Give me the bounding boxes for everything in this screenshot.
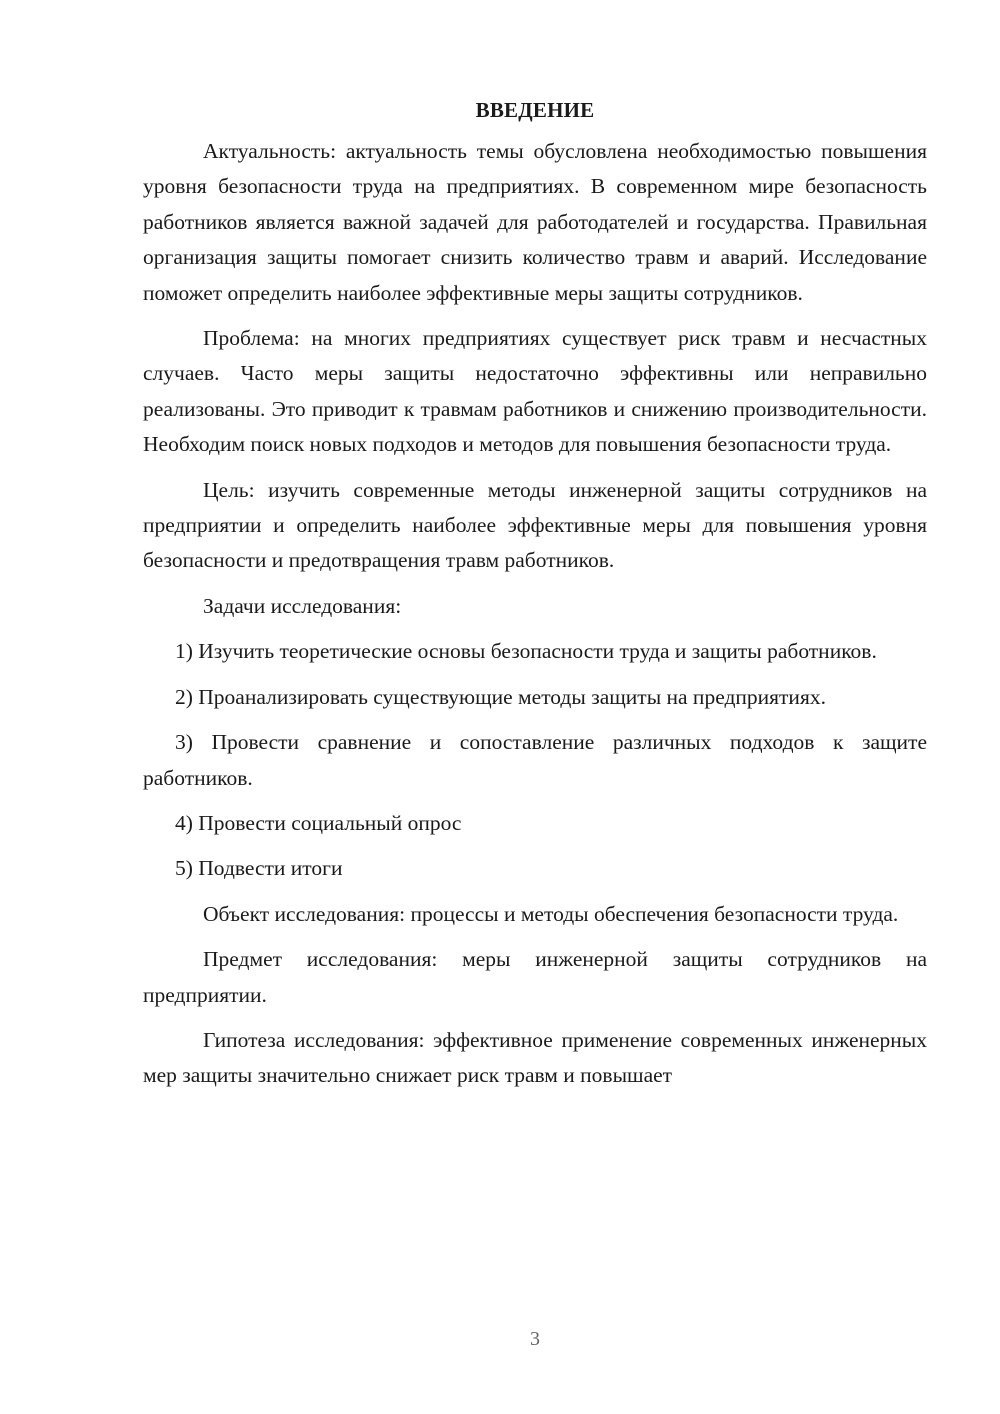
task-item: 5) Подвести итоги [175,856,343,881]
task-item: 1) Изучить теоретические основы безопасности труда и защиты работников. [175,639,877,664]
paragraph-hypothesis: Гипотеза исследования: эффективное применение современных инженерных мер защиты значительно снижает риск травм и повышает [143,1027,927,1088]
page-number: 3 [530,1328,540,1350]
document-page [143,93,927,1104]
paragraph-problem: Проблема: на многих предприятиях существует риск травм и несчастных случаев. Часто меры защиты недостаточно эффективны или неправильно реализованы. Это приводит к травмам работников и снижению производительности. Необходим поиск новых подходов и методов для повышения безопасности труда. [143,326,927,457]
paragraph-goal: Цель: изучить современные методы инженерной защиты сотрудников на предприятии и определить наиболее эффективные меры для повышения уровня безопасности и предотвращения травм работников. [143,477,927,573]
paragraph-subject: Предмет исследования: меры инженерной защиты сотрудников на предприятии. [143,947,927,1007]
paragraph-relevance: Актуальность: актуальность темы обусловлена необходимостью повышения уровня безопасности труда на предприятиях. В современном мире безопасность работников является важной задачей для работодателей и государства. Правильная организация защиты помогает снизить количество травм и аварий. Исследование поможет определить наиболее эффективные меры защиты сотрудников. [143,139,927,305]
task-item: 4) Провести социальный опрос [175,810,462,835]
task-item: 3) Провести сравнение и сопоставление различных подходов к защите работников. [143,730,927,790]
paragraph-tasks-heading: Задачи исследования: [203,593,402,618]
section-heading: ВВЕДЕНИЕ [475,98,595,122]
task-item: 2) Проанализировать существующие методы защиты на предприятиях. [175,684,826,709]
paragraph-object: Объект исследования: процессы и методы обеспечения безопасности труда. [203,901,899,926]
